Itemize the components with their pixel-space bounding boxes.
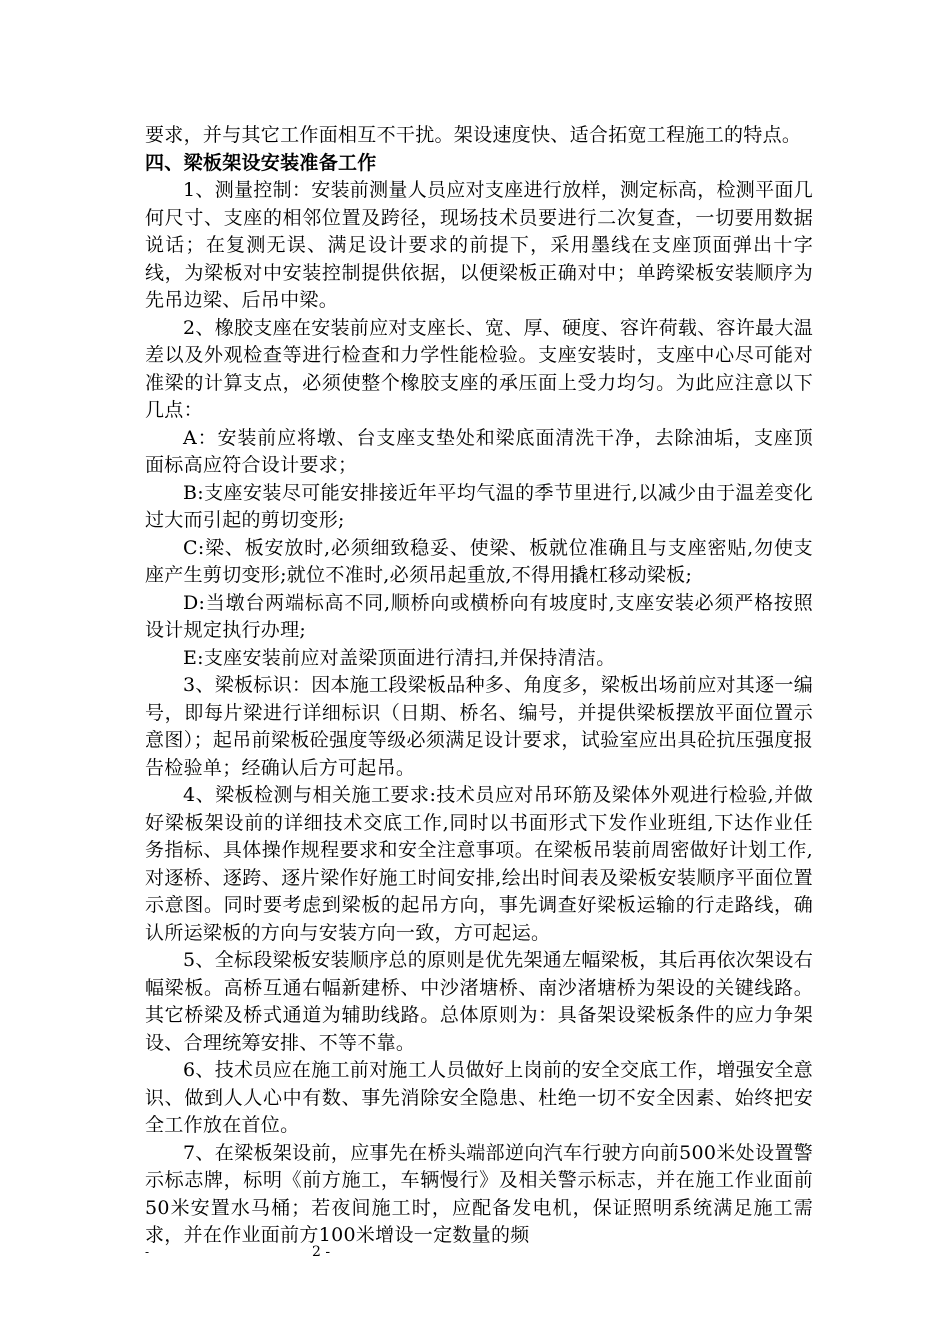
- paragraph-beam-marking: 3、梁板标识：因本施工段梁板品种多、角度多，梁板出场前应对其逐一编号，即每片梁进行详细标识（日期、桥名、编号，并提供梁板摆放平面位置示意图）；起吊前梁板砼强度等级必须满足设计要求，试验室应出具砼抗压强度报告检验单；经确认后方可起吊。: [145, 674, 813, 779]
- paragraph-item-e: E:支座安装前应对盖梁顶面进行清扫,并保持清洁。: [183, 646, 616, 669]
- section-heading: 四、梁板架设安装准备工作: [145, 151, 377, 174]
- paragraph-item-a: A：安装前应将墩、台支座支垫处和梁底面清洗干净，去除油垢，支座顶面标高应符合设计要求；: [145, 426, 813, 476]
- paragraph-measurement-control: 1、测量控制：安装前测量人员应对支座进行放样，测定标高，检测平面几何尺寸、支座的相邻位置及跨径，现场技术员要进行二次复查，一切要用数据说话；在复测无误、满足设计要求的前提下，采用墨线在支座顶面弹出十字线，为梁板对中安装控制提供依据，以便梁板正确对中；单跨梁板安装顺序为先吊边梁、后吊中梁。: [145, 179, 813, 311]
- paragraph-item-c: C:梁、板安放时,必须细致稳妥、使梁、板就位准确且与支座密贴,勿使支座产生剪切变形;就位不准时,必须吊起重放,不得用撬杠移动梁板;: [145, 536, 813, 586]
- paragraph-safety-briefing: 6、技术员应在施工前对施工人员做好上岗前的安全交底工作，增强安全意识、做到人人心中有数、事先消除安全隐患、杜绝一切不安全因素、始终把安全工作放在首位。: [145, 1059, 813, 1136]
- paragraph-rubber-bearing: 2、橡胶支座在安装前应对支座长、宽、厚、硬度、容许荷载、容许最大温差以及外观检查等进行检查和力学性能检验。支座安装时，支座中心尽可能对准梁的计算支点，必须使整个橡胶支座的承压面上受力均匀。为此应注意以下几点：: [145, 316, 813, 421]
- paragraph-item-b: B:支座安装尽可能安排接近年平均气温的季节里进行,以减少由于温差变化过大而引起的剪切变形;: [145, 481, 813, 531]
- paragraph-installation-order: 5、全标段梁板安装顺序总的原则是优先架通左幅梁板，其后再依次架设右幅梁板。高桥互通右幅新建桥、中沙渚塘桥、南沙渚塘桥为架设的关键线路。其它桥梁及桥式通道为辅助线路。总体原则为：具备架设梁板条件的应力争架设、合理统筹安排、不等不靠。: [145, 949, 813, 1054]
- footer-dash: -: [145, 1245, 150, 1259]
- document-body: [145, 122, 813, 1250]
- page-number: 2 -: [312, 1244, 331, 1260]
- paragraph-beam-inspection: 4、梁板检测与相关施工要求:技术员应对吊环筋及梁体外观进行检验,并做好梁板架设前的详细技术交底工作,同时以书面形式下发作业班组,下达作业任务指标、具体操作规程要求和安全注意事项。在梁板吊装前周密做好计划工作,对逐桥、逐跨、逐片梁作好施工时间安排,绘出时间表及梁板安装顺序平面位置示意图。同时要考虑到梁板的起吊方向，事先调查好梁板运输的行走路线，确认所运梁板的方向与安装方向一致，方可起运。: [145, 784, 813, 944]
- paragraph-item-d: D:当墩台两端标高不同,顺桥向或横桥向有坡度时,支座安装必须严格按照设计规定执行办理;: [145, 591, 813, 641]
- paragraph-warning-signs: 7、在梁板架设前，应事先在桥头端部逆向汽车行驶方向前500米处设置警示标志牌，标明《前方施工，车辆慢行》及相关警示标志，并在施工作业面前50米安置水马桶；若夜间施工时，应配备发电机，保证照明系统满足施工需求，并在作业面前方100米增设一定数量的频: [145, 1141, 813, 1246]
- paragraph-continuation: 要求，并与其它工作面相互不干扰。架设速度快、适合拓宽工程施工的特点。: [145, 124, 802, 146]
